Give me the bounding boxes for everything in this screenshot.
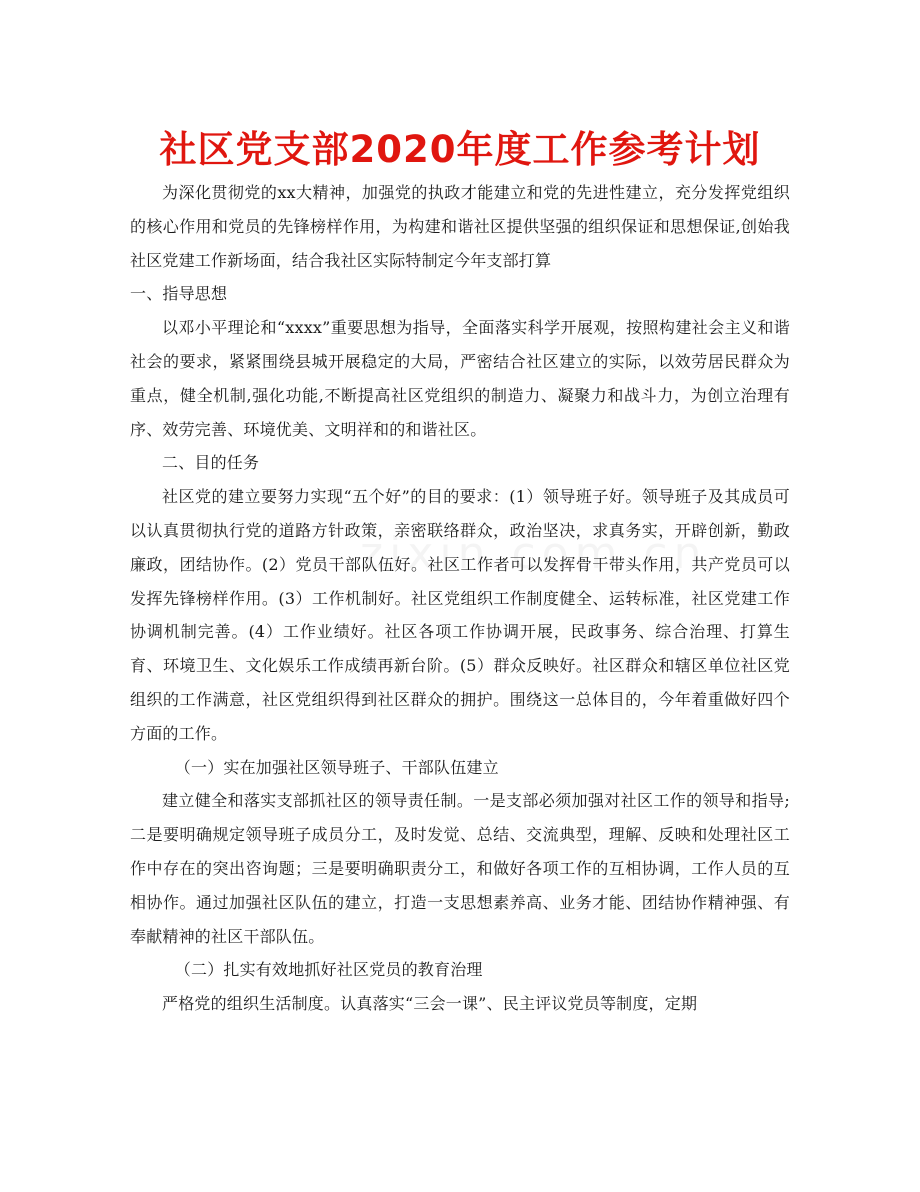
- subsection-1-paragraph: 建立健全和落实支部抓社区的领导责任制。一是支部必须加强对社区工作的领导和指导;二是要明确规定领导班子成员分工，及时发觉、总结、交流典型，理解、反映和处理社区工作中存在的突出咨询题；三是要明确职责分工，和做好各项工作的互相协调，工作人员的互相协作。通过加强社区队伍的建立，打造一支思想素养高、业务才能、团结协作精神强、有奉献精神的社区干部队伍。: [130, 791, 790, 946]
- guiding-ideology-paragraph: 以邓小平理论和“xxxx”重要思想为指导，全面落实科学开展观，按照构建社会主义和谐社会的要求，紧紧围绕县城开展稳定的大局，严密结合社区建立的实际，以效劳居民群众为重点，健全机制,强化功能,不断提高社区党组织的制造力、凝聚力和战斗力，为创立治理有序、效劳完善、环境优美、文明祥和的和谐社区。: [130, 318, 790, 439]
- subsection-heading-2: （二）扎实有效地抓好社区党员的教育治理: [174, 960, 483, 980]
- section-heading-goals: 二、目的任务: [162, 453, 260, 473]
- subsection-2-paragraph: 严格党的组织生活制度。认真落实“三会一课”、民主评议党员等制度，定期: [162, 994, 698, 1014]
- subsection-heading-1: （一）实在加强社区领导班子、干部队伍建立: [174, 757, 499, 777]
- document-body: [130, 176, 790, 1021]
- intro-paragraph: 为深化贯彻党的xx大精神，加强党的执政才能建立和党的先进性建立，充分发挥党组织的核心作用和党员的先锋榜样作用，为构建和谐社区提供坚强的组织保证和思想保证,创始我社区党建工作新场面，结合我社区实际特制定今年支部打算: [130, 183, 790, 270]
- section-heading-guiding-ideology: 一、指导思想: [130, 284, 228, 304]
- goals-paragraph: 社区党的建立要努力实现“五个好”的目的要求：(1）领导班子好。领导班子及其成员可以认真贯彻执行党的道路方针政策，亲密联络群众，政治坚决，求真务实，开辟创新，勤政廉政，团结协作。(2）党员干部队伍好。社区工作者可以发挥骨干带头作用，共产党员可以发挥先锋榜样作用。(3）工作机制好。社区党组织工作制度健全、运转标准，社区党建工作协调机制完善。(4）工作业绩好。社区各项工作协调开展，民政事务、综合治理、打算生育、环境卫生、文化娱乐工作成绩再新台阶。(5）群众反映好。社区群众和辖区单位社区党组织的工作满意，社区党组织得到社区群众的拥护。围绕这一总体目的，今年着重做好四个方面的工作。: [130, 487, 790, 743]
- document-title: 社区党支部2020年度工作参考计划: [159, 128, 761, 171]
